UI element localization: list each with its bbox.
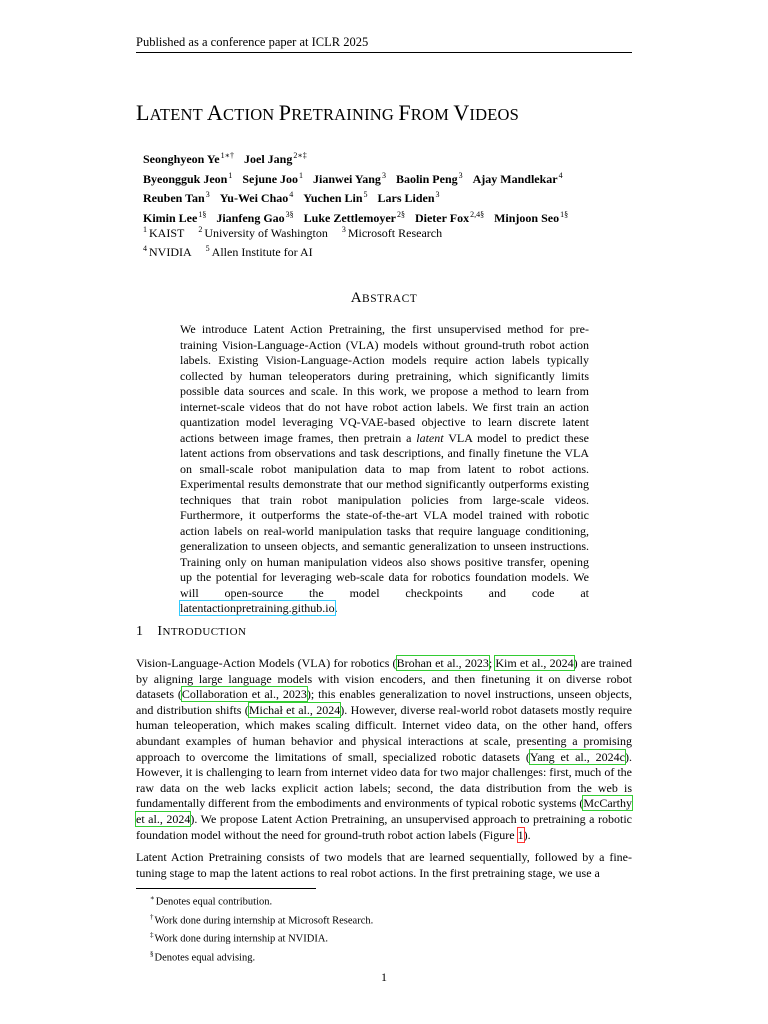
- footnote-rule: [136, 888, 316, 889]
- intro-paragraph-1: Vision-Language-Action Models (VLA) for robotics (Brohan et al., 2023; Kim et al., 2024) are trained by aligning large language models with vision encoders, and then finetuning it on diverse robot datasets (Collaboration et al., 2023); this enables generalization to novel instructions, unseen objects, and distribution shifts (Michał et al., 2024). However, diverse real-world robot datasets mostly require human teleoperation, which makes scaling difficult. Internet video data, on the other hand, offers abundant examples of human behavior and physical interactions at scale, presenting a promising approach to overcome the limitations of small, specialized robotic datasets (Yang et al., 2024c). However, it is challenging to learn from internet video data for two major challenges: first, much of the raw data on the web lacks explicit action labels; second, the data distribution from the web is fundamentally different from the embodiments and environments of typical robotic systems (McCarthy et al., 2024). We propose Latent Action Pretraining, an unsupervised approach to pretraining a robotic foundation model without the need for ground-truth robot action labels (Figure 1).: [136, 656, 633, 842]
- running-header: Published as a conference paper at ICLR 2025: [136, 34, 632, 53]
- affiliation: $^1$ KAIST: [143, 225, 185, 240]
- author-name: Byeongguk Jeon$^1$: [143, 170, 233, 186]
- author-name: Reuben Tan$^3$: [143, 190, 210, 205]
- footnote: ∗Denotes equal contribution.: [150, 894, 273, 908]
- affiliations: [143, 222, 456, 260]
- author-row: [143, 168, 623, 188]
- author-name: Seonghyeon $Ye^{1∗\dagger}$: [143, 151, 235, 166]
- citation-link[interactable]: McCarthy et al., 2024: [136, 796, 632, 826]
- page-number: 1: [381, 970, 387, 984]
- author-name: Joel Jang$^{2∗\ddagger}$: [244, 151, 307, 166]
- affiliation: $^4$ NVIDIA: [143, 244, 192, 259]
- author-name: Kimin Lee$^{1\S}$: [143, 209, 207, 225]
- footnotes: [150, 891, 373, 966]
- author-name: Minjoon Seo$^{1\S}$: [494, 209, 569, 225]
- author-name: Sejune Joo$^1$: [242, 170, 304, 186]
- author-list: [143, 148, 623, 226]
- citation-link[interactable]: Yang et al., 2024c: [529, 749, 625, 764]
- citation-link[interactable]: Brohan et al., 2023: [396, 656, 489, 670]
- paper-title: LATENT ACTION PRETRAINING FROM VIDEOS: [136, 100, 520, 125]
- abstract-text: We introduce Latent Action Pretraining, the first unsupervised method for pre-training Vision-Language-Action (VLA) models without ground-truth robot action labels. Existing Vision-Language-Action models require action labels typically collected by human teleoperators during pretraining, which significantly limits possible data sources and scale. In this work, we propose a method to learn from internet-scale videos that do not have robot action labels. We first train an action quantization model leveraging VQ-VAE-based objective to learn discrete latent actions between image frames, then pretrain a latent VLA model to predict these latent actions from observations and task descriptions, and finally finetune the VLA on small-scale robot manipulation data to map from latent to robot actions. Experimental results demonstrate that our method significantly outperforms existing techniques that train robot manipulation policies from large-scale videos. Furthermore, it outperforms the state-of-the-art VLA model trained with robotic action labels on real-world manipulation tasks that require language conditioning, generalization to unseen objects, and semantic generalization to unseen instructions. Training only on human manipulation videos also shows positive transfer, opening up the potential for leveraging web-scale data for robotics foundation models. We will open-source the model checkpoints and code at latentactionpretraining.github.io.: [180, 322, 589, 615]
- author-row: [143, 187, 623, 207]
- author-name: Yu-Wei Chao$^4$: [219, 190, 294, 205]
- figure-ref-link[interactable]: 1: [517, 827, 524, 842]
- author-name: Dieter Fox$^{2,4\S}$: [414, 209, 485, 225]
- abstract-heading: ABSTRACT: [350, 290, 418, 306]
- citation-link[interactable]: Collaboration et al., 2023: [181, 687, 307, 702]
- affiliation-row: [143, 222, 456, 241]
- author-name: Yuchen Lin$^5$: [303, 190, 368, 205]
- author-row: [143, 148, 623, 168]
- affiliation: $^2$ University of Washington: [198, 225, 328, 240]
- author-name: Ajay Mandlekar$^4$: [472, 170, 563, 186]
- citation-link[interactable]: Kim et al., 2024: [495, 656, 574, 670]
- footnote: †Work done during internship at Microsoft Research.: [150, 912, 374, 927]
- affiliation: $^3$ Microsoft Research: [341, 225, 443, 240]
- intro-paragraph-2: Latent Action Pretraining consists of two models that are learned sequentially, followed by a fine-tuning stage to map the latent actions to real robot actions. In the first pretraining stage, we use a: [136, 850, 632, 880]
- affiliation: $^5$ Allen Institute for AI: [205, 244, 313, 259]
- author-name: Jianfeng Gao$^{3\S}$: [216, 209, 294, 225]
- author-name: Jianwei Yang$^3$: [313, 170, 386, 186]
- author-name: Luke Zettlemoyer$^{2\S}$: [303, 209, 405, 225]
- author-name: Baolin Peng$^3$: [395, 170, 463, 186]
- section-heading-introduction: 1 INTRODUCTION: [136, 624, 247, 639]
- footnote: §Denotes equal advising.: [150, 950, 256, 964]
- citation-link[interactable]: Michał et al., 2024: [248, 702, 341, 717]
- affiliation-row: [143, 241, 456, 260]
- author-name: Lars Liden$^3$: [377, 190, 440, 205]
- project-link[interactable]: latentactionpretraining.github.io: [180, 601, 335, 615]
- footnote: ‡Work done during internship at NVIDIA.: [150, 931, 329, 945]
